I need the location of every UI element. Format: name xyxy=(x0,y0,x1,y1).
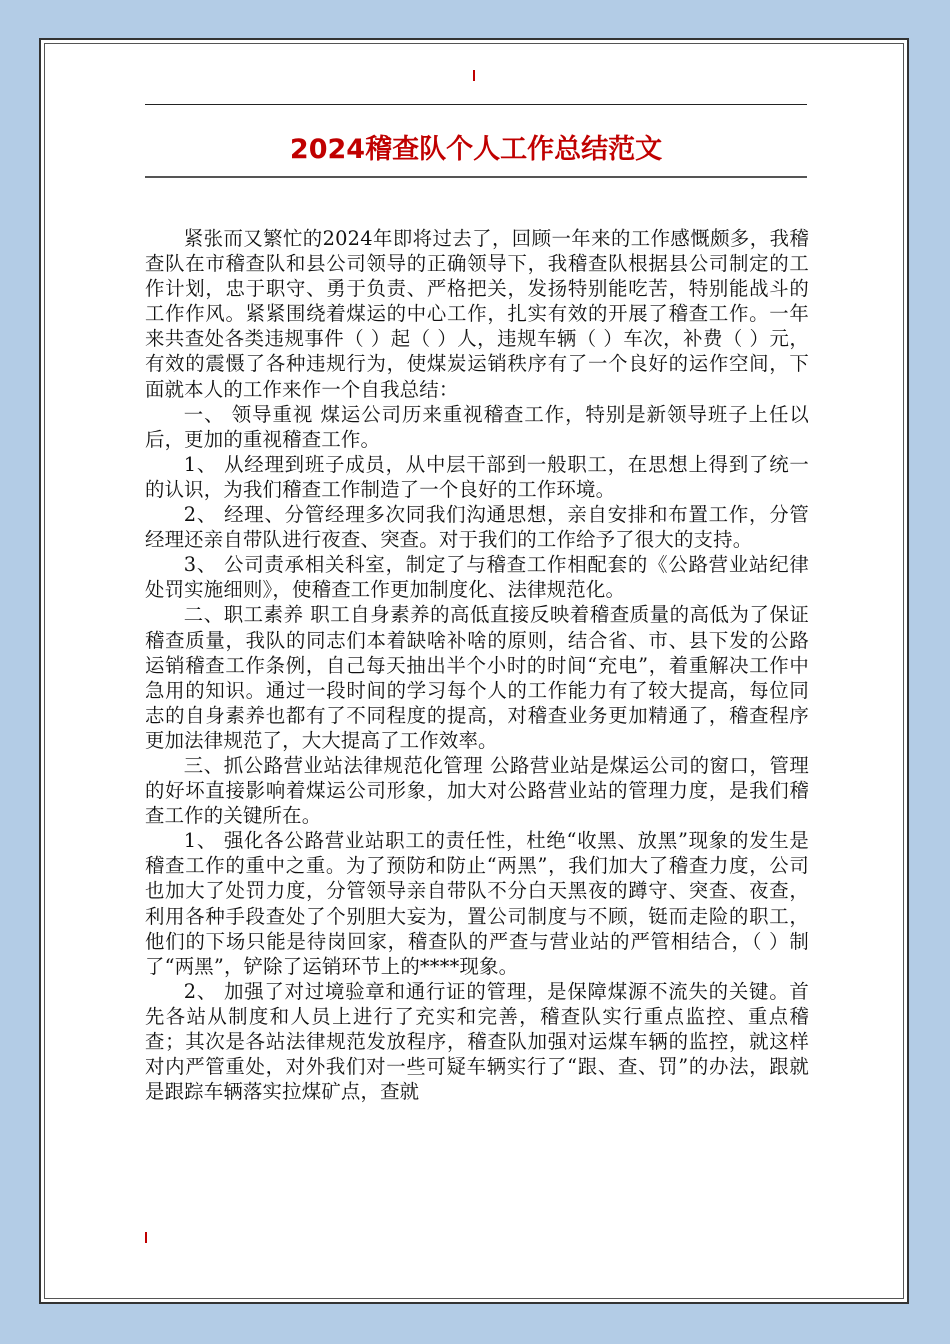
paragraph-item-3-2: 2、 加强了对过境验章和通行证的管理，是保障煤源不流失的关键。首先各站从制度和人员上进行了充实和完善，稽查队实行重点监控、重点稽查；其次是各站法律规范发放程序，稽查队加强对运煤车辆的监控，就这样对内严管重处，对外我们对一些可疑车辆实行了“跟、查、罚”的办法，跟就是跟踪车辆落实拉煤矿点，查就 xyxy=(145,979,809,1104)
paragraph-item-1-3: 3、 公司责承相关科室，制定了与稽查工作相配套的《公路营业站纪律处罚实施细则》，使稽查工作更加制度化、法律规范化。 xyxy=(145,553,809,602)
paragraph-section-2: 二、职工素养 职工自身素养的高低直接反映着稽查质量的高低为了保证稽查质量，我队的同志们本着缺啥补啥的原则，结合省、市、县下发的公路运销稽查工作条例，自己每天抽出半个小时的时间“充电”，着重解决工作中急用的知识。通过一段时间的学习每个人的工作能力有了较大提高，每位同志的自身素养也都有了不同程度的提高，对稽查业务更加精通了，稽查程序更加法律规范了，大大提高了工作效率。 xyxy=(145,603,809,752)
footer-cursor-mark xyxy=(145,1232,147,1243)
document-page xyxy=(39,38,909,1304)
document-title: 2024稽查队个人工作总结范文 xyxy=(289,134,663,165)
header-cursor-mark xyxy=(473,70,475,81)
document-body xyxy=(145,226,809,1104)
paragraph-section-3: 三、抓公路营业站法律规范化管理 公路营业站是煤运公司的窗口，管理的好坏直接影响着煤运公司形象，加大对公路营业站的管理力度，是我们稽查工作的关键所在。 xyxy=(145,753,809,828)
paragraph-item-3-1: 1、 强化各公路营业站职工的责任性，杜绝“收黑、放黑”现象的发生是稽查工作的重中之重。为了预防和防止“两黑”，我们加大了稽查力度，公司也加大了处罚力度，分管领导亲自带队不分白天黑夜的蹲守、突查、夜查，利用各种手段查处了个别胆大妄为，置公司制度与不顾，铤而走险的职工，他们的下场只能是待岗回家，稽查队的严查与营业站的严管相结合，（ ）制了“两黑”，铲除了运销环节上的****现象。 xyxy=(145,829,809,978)
paragraph-intro: 紧张而又繁忙的2024年即将过去了，回顾一年来的工作感慨颇多，我稽查队在市稽查队和县公司领导的正确领导下，我稽查队根据县公司制定的工作计划，忠于职守、勇于负责、严格把关，发扬特别能吃苦，特别能战斗的工作作风。紧紧围绕着煤运的中心工作，扎实有效的开展了稽查工作。一年来共查处各类违规事件（ ）起（ ）人，违规车辆（ ）车次，补费（ ）元，有效的震慑了各种违规行为，使煤炭运销秩序有了一个良好的运作空间，下面就本人的工作来作一个自我总结： xyxy=(145,227,809,401)
paragraph-item-1-2: 2、 经理、分管经理多次同我们沟通思想，亲自安排和布置工作，分管经理还亲自带队进行夜查、突查。对于我们的工作给予了很大的支持。 xyxy=(145,503,809,552)
paragraph-section-1: 一、 领导重视 煤运公司历来重视稽查工作，特别是新领导班子上任以后，更加的重视稽查工作。 xyxy=(145,402,809,451)
paragraph-item-1-1: 1、 从经理到班子成员，从中层干部到一般职工，在思想上得到了统一的认识，为我们稽查工作制造了一个良好的工作环境。 xyxy=(145,452,809,501)
header-rule xyxy=(145,104,807,105)
title-rule xyxy=(145,176,807,178)
